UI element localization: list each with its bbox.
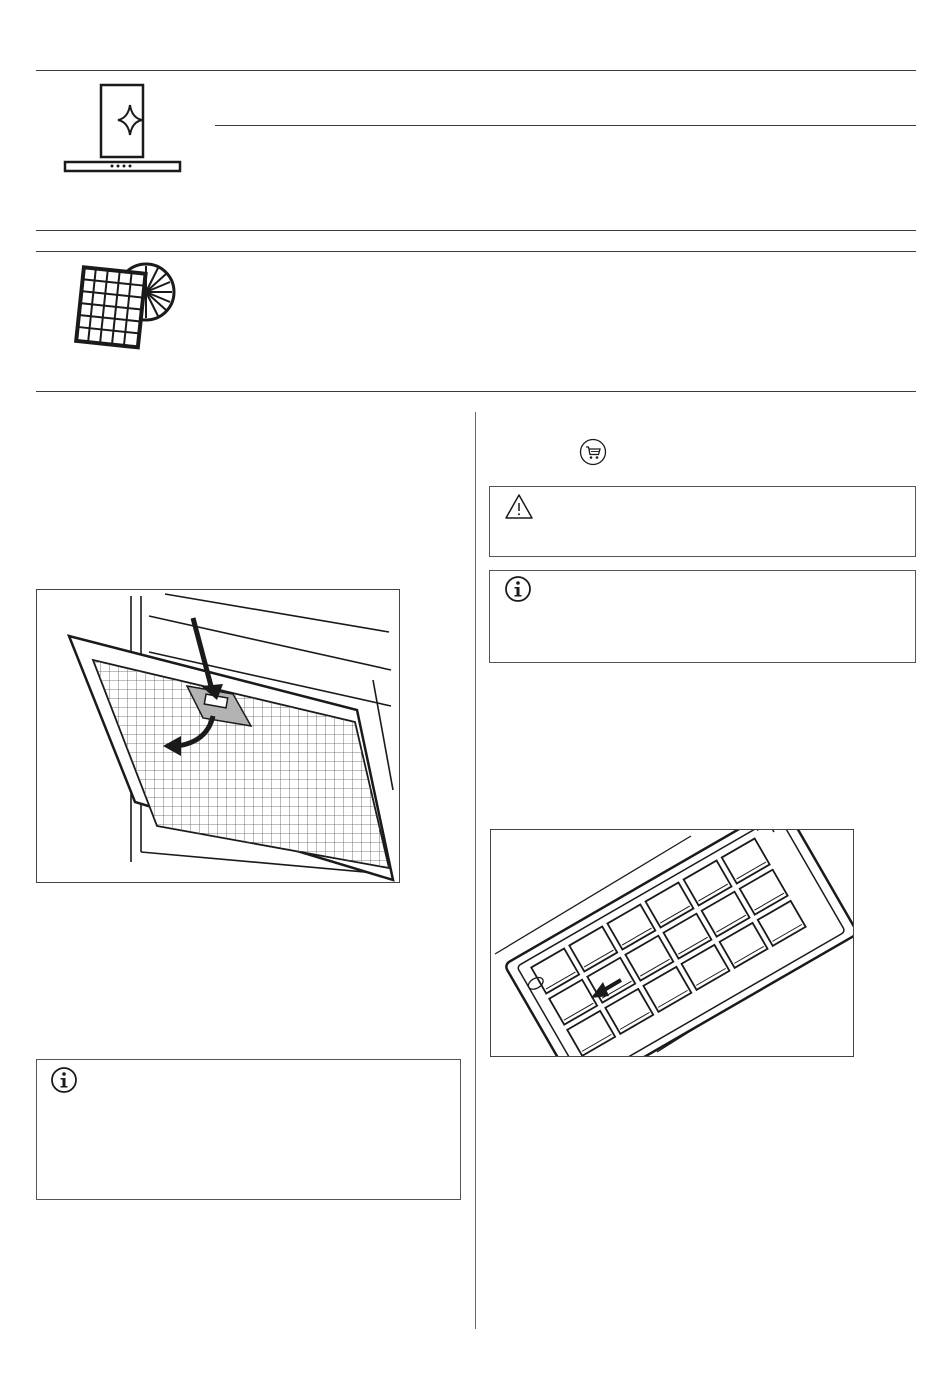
section-bottom-rule (36, 230, 916, 231)
warning-icon (504, 493, 534, 521)
hood-cleaning-icon (62, 82, 184, 178)
carbon-filter-figure (490, 829, 854, 1057)
filters-top-rule (36, 251, 916, 252)
column-divider (475, 412, 476, 1329)
grease-filter-removal-figure (36, 589, 400, 883)
info-icon (504, 575, 532, 603)
warning-box-right (489, 486, 916, 557)
info-box-right (489, 570, 916, 663)
filters-bottom-rule (36, 391, 916, 392)
filter-icon (66, 258, 178, 358)
section-title-rule (215, 125, 916, 126)
info-box-left (36, 1059, 461, 1200)
shop-cart-icon (579, 438, 607, 466)
info-icon (50, 1066, 78, 1094)
top-rule (36, 70, 916, 71)
